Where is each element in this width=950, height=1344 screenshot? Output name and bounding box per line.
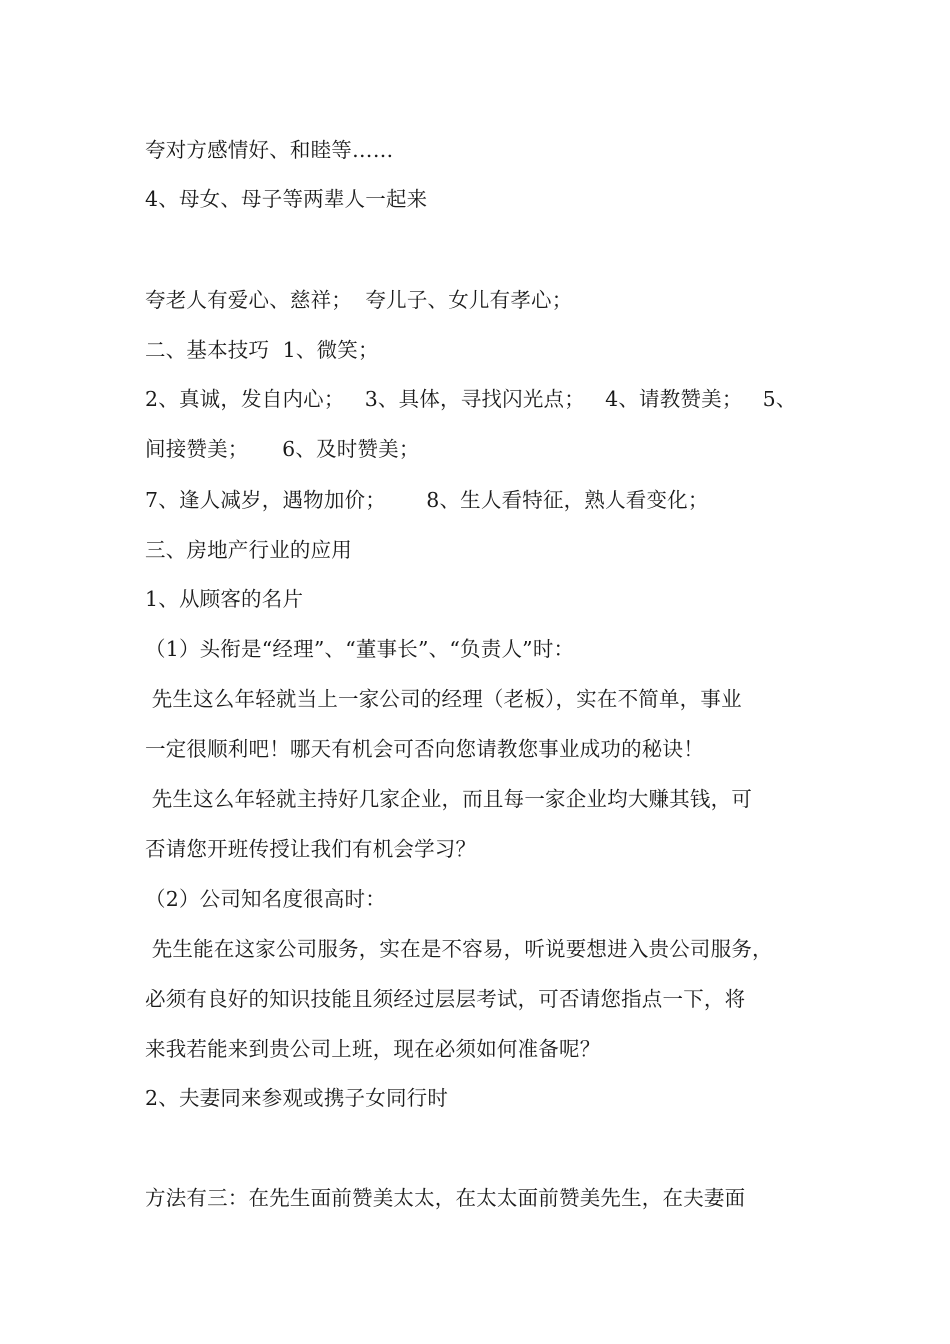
text-line: 先生这么年轻就主持好几家企业，而且每一家企业均大赚其钱，可 <box>145 787 753 811</box>
text-line: 先生能在这家公司服务，实在是不容易，听说要想进入贵公司服务， <box>145 937 773 961</box>
text-line: 来我若能来到贵公司上班，现在必须如何准备呢？ <box>145 1037 601 1061</box>
text-line: 否请您开班传授让我们有机会学习？ <box>145 837 477 861</box>
text-line: 7、逢人减岁，遇物加价； 8、生人看特征，熟人看变化； <box>145 488 709 512</box>
text-line: 必须有良好的知识技能且须经过层层考试，可否请您指点一下，将 <box>145 987 746 1011</box>
text-line: 先生这么年轻就当上一家公司的经理（老板），实在不简单，事业 <box>145 687 742 711</box>
text-line: 4、母女、母子等两辈人一起来 <box>145 187 428 211</box>
text-line: 2、夫妻同来参观或携子女同行时 <box>145 1086 449 1110</box>
text-line: （2）公司知名度很高时： <box>145 887 386 911</box>
section-heading: 三、房地产行业的应用 <box>145 538 352 562</box>
text-line: （1）头衔是“经理”、“董事长”、“负责人”时： <box>145 637 575 661</box>
text-line: 1、从顾客的名片 <box>145 587 304 611</box>
section-heading: 二、基本技巧 1、微笑； <box>145 338 379 362</box>
text-line: 2、真诚，发自内心； 3、具体，寻找闪光点； 4、请教赞美； 5、 <box>145 387 797 411</box>
text-line: 方法有三：在先生面前赞美太太，在太太面前赞美先生，在夫妻面 <box>145 1186 746 1210</box>
text-line: 夸对方感情好、和睦等…… <box>145 138 394 162</box>
text-line: 间接赞美； 6、及时赞美； <box>145 437 420 461</box>
text-line: 夸老人有爱心、慈祥； 夸儿子、女儿有孝心； <box>145 288 573 312</box>
text-line: 一定很顺利吧！哪天有机会可否向您请教您事业成功的秘诀！ <box>145 737 704 761</box>
